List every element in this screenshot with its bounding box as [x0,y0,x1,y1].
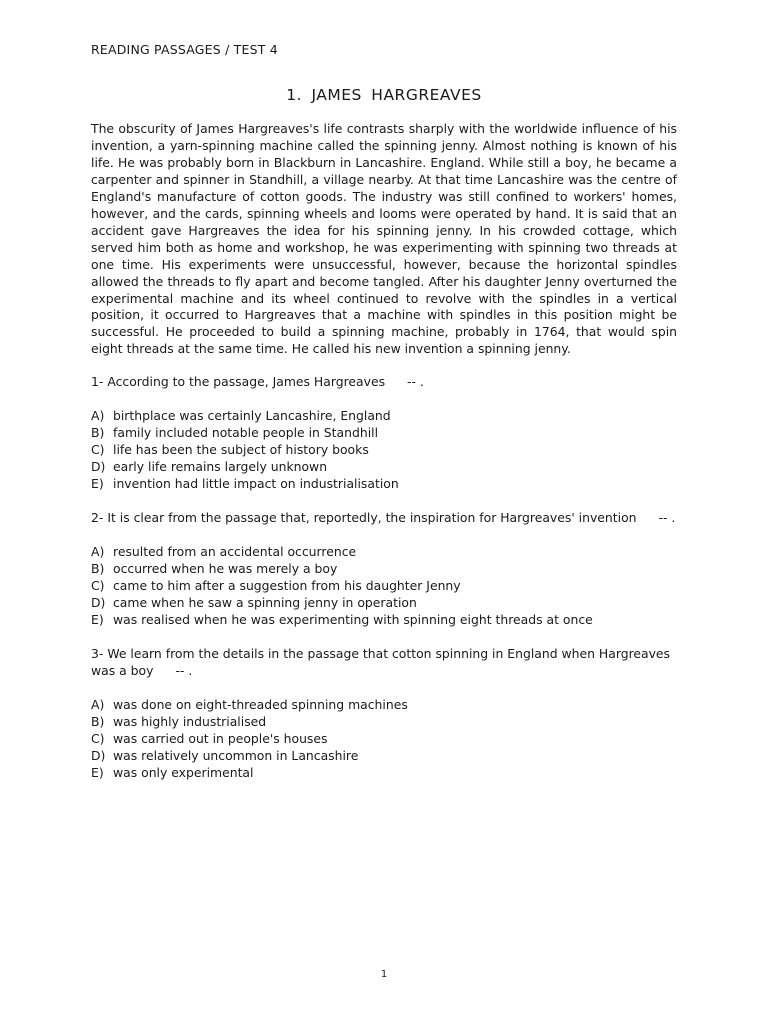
option-text: came to him after a suggestion from his daughter Jenny [113,577,461,593]
option-letter: B) [91,713,105,729]
option-b [91,425,677,442]
question-2-options [91,544,677,629]
option-letter: A) [91,544,105,559]
passage-title: 1. JAMES HARGREAVES [286,86,482,104]
option-text: occurred when he was merely a boy [113,560,338,576]
option-d [91,459,677,476]
option-e [91,476,677,493]
option-letter: C) [91,730,105,746]
option-c [91,578,677,595]
question-blank: -- . [658,510,676,525]
option-b [91,561,677,578]
option-letter: E) [91,611,104,627]
option-a [91,544,677,561]
question-3 [91,646,677,680]
option-text: resulted from an accidental occurrence [113,544,357,559]
option-letter: D) [91,458,106,474]
option-text: was realised when he was experimenting with spinning eight threads at once [113,611,593,627]
question-1-options [91,408,677,493]
option-text: was highly industrialised [113,713,267,729]
option-a [91,697,677,714]
option-letter: E) [91,475,104,491]
option-letter: D) [91,747,106,763]
page-header: READING PASSAGES / TEST 4 [91,42,278,57]
option-letter: D) [91,594,106,610]
option-text: invention had little impact on industrialisation [113,475,399,491]
question-stem: We learn from the details in the passage that cotton spinning in England when Hargreaves was a boy [91,646,671,678]
option-letter: B) [91,424,105,440]
question-2 [91,510,677,527]
option-d [91,595,677,612]
option-text: was relatively uncommon in Lancashire [113,747,359,763]
option-letter: C) [91,441,105,457]
option-text: was carried out in people's houses [113,730,328,746]
option-b [91,714,677,731]
page-number: 1 [380,969,388,980]
option-text: birthplace was certainly Lancashire, England [113,408,391,423]
option-letter: A) [91,697,105,712]
option-text: came when he saw a spinning jenny in operation [113,594,417,610]
option-text: life has been the subject of history books [113,441,369,457]
option-letter: E) [91,764,104,780]
option-d [91,748,677,765]
option-a [91,408,677,425]
option-e [91,765,677,782]
option-e [91,612,677,629]
question-stem: According to the passage, James Hargreaves [107,374,386,389]
option-text: early life remains largely unknown [113,458,328,474]
option-c [91,731,677,748]
option-letter: A) [91,408,105,423]
question-number: 2- [91,510,104,525]
question-1 [91,374,677,391]
option-text: family included notable people in Standhill [113,424,379,440]
option-letter: C) [91,577,105,593]
option-text: was only experimental [113,764,254,780]
question-number: 1- [91,374,104,389]
question-blank: -- . [407,374,424,389]
question-stem: It is clear from the passage that, reportedly, the inspiration for Hargreaves' invention [107,510,637,525]
option-c [91,442,677,459]
reading-passage: The obscurity of James Hargreaves's life contrasts sharply with the worldwide influence of his invention, a yarn-spinning machine called the spinning jenny. Almost nothing is known of his life. He was probably born in Blackburn in Lancashire. England. While still a boy, he became a carpenter and spinner in Standhill, a village nearby. At that time Lancashire was the centre of England's manufacture of cotton goods. The industry was still confined to workers' homes, however, and the cards, spinning wheels and looms were operated by hand. It is said that an accident gave Hargreaves the idea for his spinning jenny. In his crowded cottage, which served him both as home and workshop, he was experimenting with spinning two threads at one time. His experiments were unsuccessful, however, because the horizontal spindles allowed the threads to fly apart and become tangled. After his daughter Jenny overturned the experimental machine and its wheel continued to revolve with the spindles in a vertical position, it occurred to Hargreaves that a machine with spindles in this position might be successful. He proceeded to build a spinning machine, probably in 1764, that would spin eight threads at the same time. He called his new invention a spinning jenny. [91,121,677,357]
question-blank: -- . [175,662,193,678]
question-number: 3- [91,646,104,661]
option-letter: B) [91,560,105,576]
question-3-options [91,697,677,782]
option-text: was done on eight-threaded spinning machines [113,697,408,712]
